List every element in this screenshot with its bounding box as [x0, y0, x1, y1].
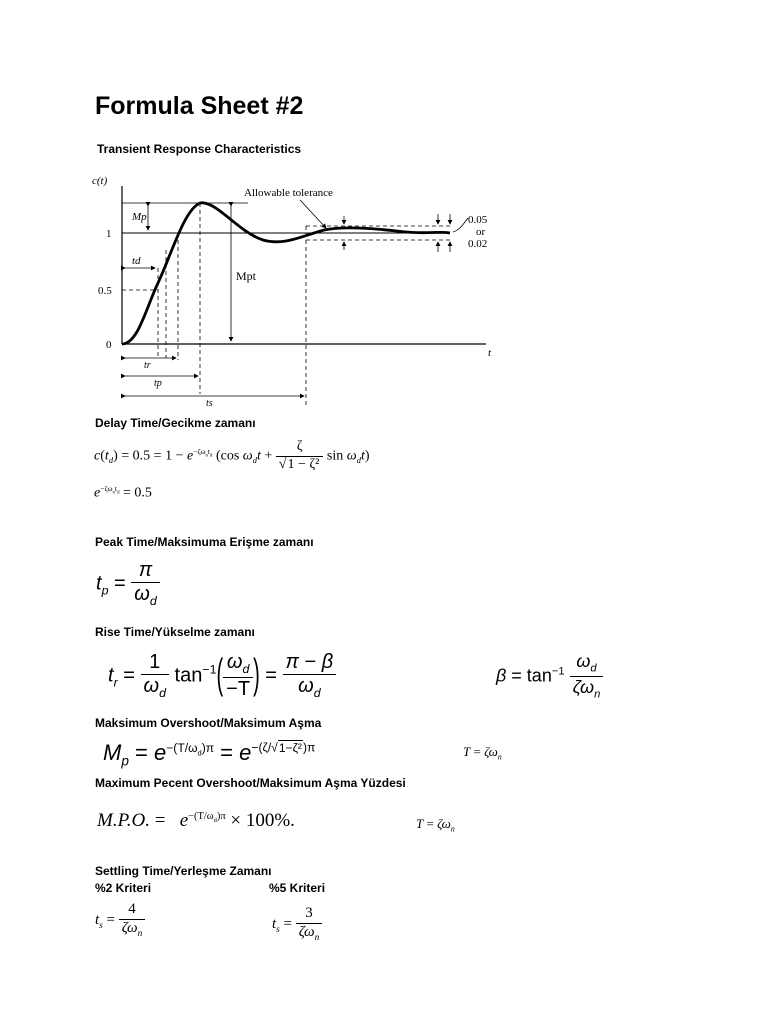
t-zeta-omega-formula-2: $T = \zeta\omega_n$: [416, 816, 455, 834]
section-heading-settling: Settling Time/Yerleşme Zamanı: [95, 864, 272, 878]
criterion-5-label: %5 Kriteri: [269, 881, 326, 895]
td-label: td: [132, 255, 141, 267]
peak-time-formula: $t_p$ = $\frac{\pi}{\omega_d}$: [96, 560, 160, 608]
settling-time-2-formula: $t_s$ = $\frac{4}{\zeta\omega_n}$: [95, 902, 145, 940]
section-heading-delay: Delay Time/Gecikme zamanı: [95, 416, 256, 430]
section-heading-overshoot: Maksimum Overshoot/Maksimum Aşma: [95, 716, 322, 730]
tick-label-0: 0: [106, 339, 112, 351]
tick-label-1: 1: [106, 228, 112, 240]
mpt-label: Mpt: [236, 269, 257, 283]
section-heading-peak: Peak Time/Maksimuma Erişme zamanı: [95, 535, 314, 549]
settling-time-5-formula: $t_s$ = $\frac{3}{\zeta\omega_n}$: [272, 906, 322, 944]
beta-formula: $\beta = \tan^{-1}$ $\frac{\omega_d}{\zeta\omega_n}$: [496, 652, 603, 702]
step-response-figure: [88, 168, 508, 408]
section-heading-percent-overshoot: Maximum Pecent Overshoot/Maksimum Aşma Yüzdesi: [95, 776, 406, 790]
t-zeta-omega-formula: $T = \zeta\omega_n$: [463, 744, 502, 762]
section-heading-transient: Transient Response Characteristics: [97, 142, 302, 156]
tick-label-0.5: 0.5: [98, 285, 112, 297]
delay-time-formula: $c(t_d) = 0.5 = 1 - e^{-\zeta\omega_nt_d}$ (cos $\omega_dt$ + $\frac{\zeta}{\text{√1 − ζ²}}$ $\sin \omega_dt$): [94, 439, 370, 472]
tolerance-005-label: 0.05: [468, 214, 488, 226]
mp-label: Mp: [132, 211, 147, 223]
percent-overshoot-formula: M.P.O. = $e^{-(T/\omega_d)\pi} \times 100\%$.: [97, 810, 295, 831]
tolerance-or-label: or: [476, 226, 486, 238]
allowable-tolerance-label: Allowable tolerance: [244, 187, 333, 199]
tp-label: tp: [154, 378, 162, 389]
page-title: Formula Sheet #2: [95, 92, 304, 120]
delay-time-simplified-formula: $e^{-\zeta\omega_nt_d} = 0.5$: [94, 484, 152, 501]
rise-time-formula: $t_r$ = $\frac{1}{\omega_d}$ $\tan^{-1}$( $\frac{\omega_d}{-T}$ ) = $\frac{\pi - \beta}{\omega_d}$: [108, 652, 336, 700]
section-heading-rise: Rise Time/Yükselme zamanı: [95, 625, 255, 639]
criterion-2-label: %2 Kriteri: [95, 881, 152, 895]
ts-label: ts: [206, 398, 213, 408]
tr-label: tr: [144, 360, 151, 371]
x-axis-label: t: [488, 347, 492, 359]
y-axis-label: c(t): [92, 175, 108, 187]
tolerance-002-label: 0.02: [468, 238, 488, 250]
max-overshoot-formula: $M_p = e^{-(T/\omega_d)\pi} = e^{-(\zeta/√1-\zeta^2)\pi}$: [103, 740, 316, 769]
response-curve: [122, 203, 450, 344]
